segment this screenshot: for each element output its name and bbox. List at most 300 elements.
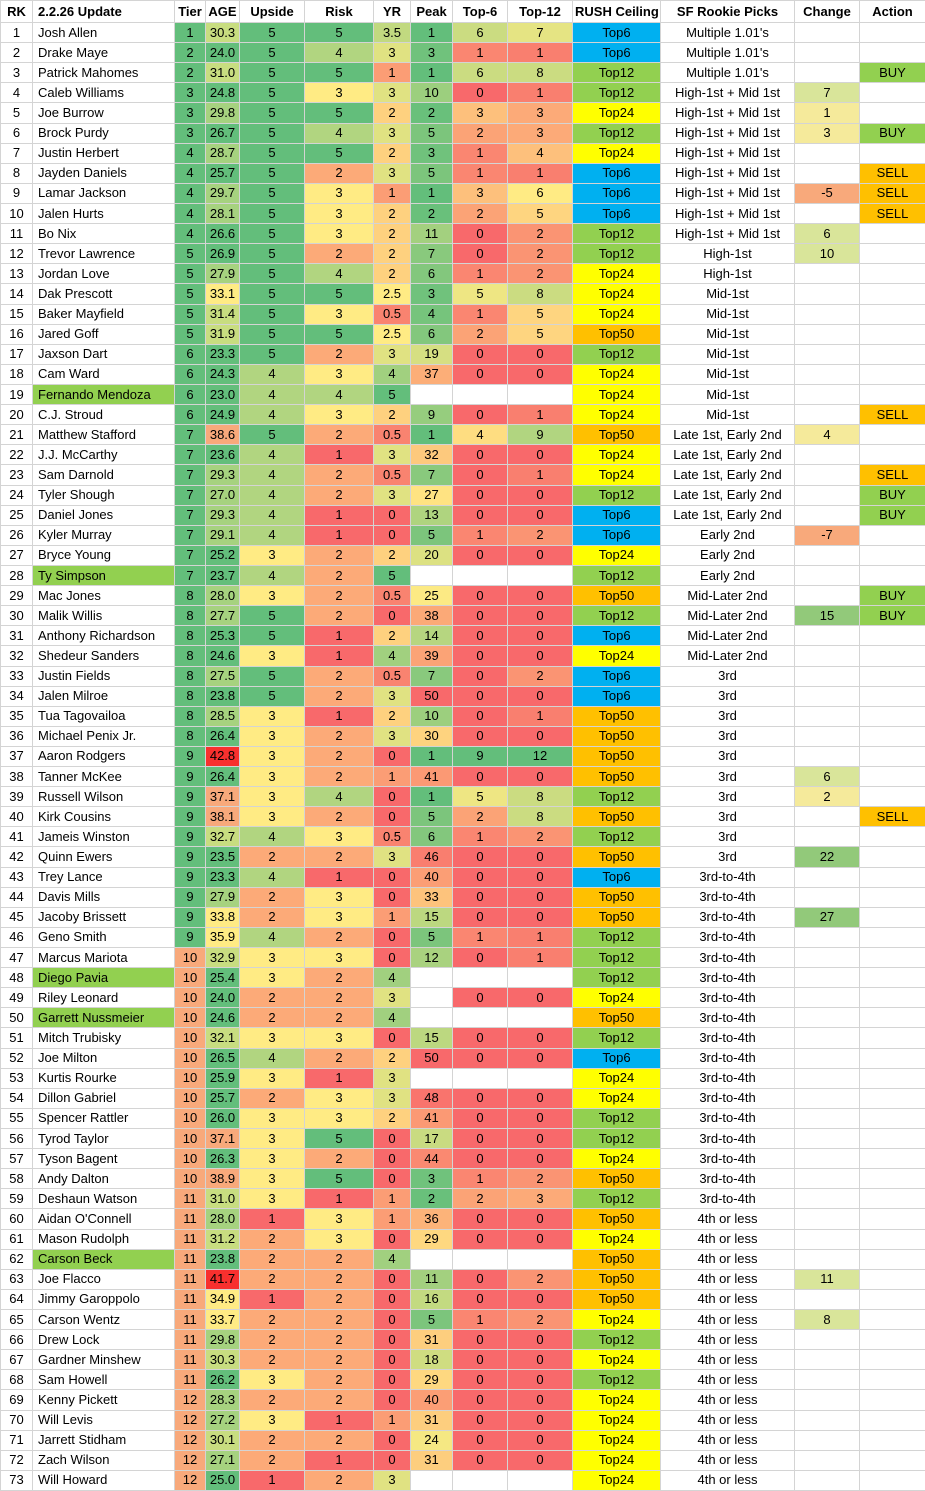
cell-top6[interactable]: 0	[453, 445, 508, 465]
cell-age[interactable]: 26.4	[206, 767, 240, 787]
cell-sf-rookie-picks[interactable]: 3rd	[661, 706, 795, 726]
cell-risk[interactable]: 2	[305, 163, 374, 183]
cell-yr[interactable]: 0	[374, 746, 411, 766]
cell-player-name[interactable]: J.J. McCarthy	[33, 445, 175, 465]
cell-risk[interactable]: 1	[305, 1450, 374, 1470]
cell-risk[interactable]: 3	[305, 887, 374, 907]
cell-action[interactable]	[860, 1330, 925, 1350]
cell-risk[interactable]: 2	[305, 1370, 374, 1390]
cell-rush-ceiling[interactable]: Top6	[573, 1048, 661, 1068]
cell-top6[interactable]: 0	[453, 767, 508, 787]
cell-change[interactable]	[795, 1370, 860, 1390]
cell-player-name[interactable]: Will Levis	[33, 1410, 175, 1430]
cell-top6[interactable]: 0	[453, 485, 508, 505]
cell-top12[interactable]: 0	[508, 1289, 573, 1309]
cell-top12[interactable]: 6	[508, 183, 573, 203]
cell-tier[interactable]: 5	[175, 304, 206, 324]
cell-upside[interactable]: 2	[240, 1249, 305, 1269]
cell-age[interactable]: 29.8	[206, 1330, 240, 1350]
cell-top12[interactable]: 8	[508, 63, 573, 83]
cell-rk[interactable]: 1	[1, 23, 33, 43]
cell-top12[interactable]: 2	[508, 244, 573, 264]
cell-player-name[interactable]: Kenny Pickett	[33, 1390, 175, 1410]
cell-yr[interactable]: 2	[374, 244, 411, 264]
cell-player-name[interactable]: Mason Rudolph	[33, 1229, 175, 1249]
cell-yr[interactable]: 4	[374, 646, 411, 666]
cell-yr[interactable]: 0	[374, 1229, 411, 1249]
cell-action[interactable]	[860, 927, 925, 947]
cell-yr[interactable]: 2.5	[374, 324, 411, 344]
cell-risk[interactable]: 2	[305, 606, 374, 626]
cell-yr[interactable]: 1	[374, 1209, 411, 1229]
cell-change[interactable]: 10	[795, 244, 860, 264]
cell-change[interactable]	[795, 405, 860, 425]
cell-age[interactable]: 24.0	[206, 43, 240, 63]
cell-change[interactable]	[795, 1209, 860, 1229]
cell-tier[interactable]: 10	[175, 948, 206, 968]
cell-top6[interactable]: 1	[453, 1310, 508, 1330]
cell-sf-rookie-picks[interactable]: 3rd-to-4th	[661, 1028, 795, 1048]
cell-top12[interactable]: 0	[508, 1129, 573, 1149]
cell-risk[interactable]: 1	[305, 445, 374, 465]
cell-upside[interactable]: 5	[240, 143, 305, 163]
cell-top12[interactable]: 1	[508, 465, 573, 485]
cell-action[interactable]	[860, 384, 925, 404]
cell-top6[interactable]: 0	[453, 646, 508, 666]
cell-top12[interactable]: 2	[508, 1310, 573, 1330]
cell-top6[interactable]: 0	[453, 726, 508, 746]
cell-action[interactable]: SELL	[860, 405, 925, 425]
cell-risk[interactable]: 2	[305, 1149, 374, 1169]
cell-rk[interactable]: 15	[1, 304, 33, 324]
cell-rk[interactable]: 45	[1, 907, 33, 927]
cell-change[interactable]: 15	[795, 606, 860, 626]
cell-rush-ceiling[interactable]: Top12	[573, 123, 661, 143]
cell-top6[interactable]: 0	[453, 1330, 508, 1350]
cell-action[interactable]	[860, 1370, 925, 1390]
cell-risk[interactable]: 2	[305, 767, 374, 787]
cell-rk[interactable]: 29	[1, 586, 33, 606]
cell-risk[interactable]: 4	[305, 787, 374, 807]
cell-action[interactable]: BUY	[860, 505, 925, 525]
cell-top12[interactable]: 0	[508, 606, 573, 626]
cell-rush-ceiling[interactable]: Top12	[573, 1129, 661, 1149]
cell-age[interactable]: 28.0	[206, 586, 240, 606]
cell-tier[interactable]: 10	[175, 1088, 206, 1108]
cell-sf-rookie-picks[interactable]: 4th or less	[661, 1249, 795, 1269]
cell-upside[interactable]: 5	[240, 224, 305, 244]
cell-player-name[interactable]: Trevor Lawrence	[33, 244, 175, 264]
cell-rk[interactable]: 20	[1, 405, 33, 425]
cell-risk[interactable]: 3	[305, 1209, 374, 1229]
cell-rk[interactable]: 34	[1, 686, 33, 706]
cell-change[interactable]	[795, 867, 860, 887]
cell-age[interactable]: 23.3	[206, 867, 240, 887]
cell-risk[interactable]: 4	[305, 123, 374, 143]
cell-peak[interactable]: 14	[411, 626, 453, 646]
cell-player-name[interactable]: Malik Willis	[33, 606, 175, 626]
cell-upside[interactable]: 5	[240, 344, 305, 364]
cell-tier[interactable]: 3	[175, 103, 206, 123]
cell-rk[interactable]: 26	[1, 525, 33, 545]
cell-peak[interactable]: 20	[411, 545, 453, 565]
cell-action[interactable]	[860, 1068, 925, 1088]
cell-age[interactable]: 34.9	[206, 1289, 240, 1309]
cell-change[interactable]	[795, 43, 860, 63]
cell-top6[interactable]: 0	[453, 465, 508, 485]
cell-rush-ceiling[interactable]: Top6	[573, 686, 661, 706]
cell-top12[interactable]: 0	[508, 1209, 573, 1229]
cell-risk[interactable]: 3	[305, 203, 374, 223]
cell-yr[interactable]: 3	[374, 123, 411, 143]
cell-top12[interactable]: 0	[508, 1088, 573, 1108]
cell-yr[interactable]: 0	[374, 1370, 411, 1390]
cell-action[interactable]	[860, 284, 925, 304]
cell-top12[interactable]: 12	[508, 746, 573, 766]
cell-upside[interactable]: 3	[240, 787, 305, 807]
cell-yr[interactable]: 2	[374, 1108, 411, 1128]
cell-action[interactable]	[860, 1008, 925, 1028]
cell-top6[interactable]: 0	[453, 364, 508, 384]
cell-player-name[interactable]: Joe Milton	[33, 1048, 175, 1068]
cell-yr[interactable]: 0	[374, 525, 411, 545]
cell-top6[interactable]: 5	[453, 787, 508, 807]
cell-action[interactable]	[860, 344, 925, 364]
cell-top6[interactable]: 0	[453, 405, 508, 425]
cell-change[interactable]	[795, 1330, 860, 1350]
cell-tier[interactable]: 9	[175, 907, 206, 927]
cell-sf-rookie-picks[interactable]: 3rd-to-4th	[661, 1129, 795, 1149]
cell-yr[interactable]: 0	[374, 1350, 411, 1370]
cell-rush-ceiling[interactable]: Top6	[573, 867, 661, 887]
cell-yr[interactable]: 0	[374, 1149, 411, 1169]
cell-age[interactable]: 33.7	[206, 1310, 240, 1330]
cell-upside[interactable]: 5	[240, 123, 305, 143]
cell-top6[interactable]	[453, 1008, 508, 1028]
cell-upside[interactable]: 2	[240, 1350, 305, 1370]
cell-peak[interactable]: 40	[411, 1390, 453, 1410]
cell-peak[interactable]: 15	[411, 1028, 453, 1048]
cell-player-name[interactable]: Marcus Mariota	[33, 948, 175, 968]
cell-rush-ceiling[interactable]: Top24	[573, 264, 661, 284]
cell-age[interactable]: 24.6	[206, 646, 240, 666]
cell-yr[interactable]: 0	[374, 1330, 411, 1350]
cell-tier[interactable]: 12	[175, 1450, 206, 1470]
cell-rush-ceiling[interactable]: Top6	[573, 163, 661, 183]
cell-age[interactable]: 31.0	[206, 1189, 240, 1209]
cell-player-name[interactable]: Justin Fields	[33, 666, 175, 686]
cell-risk[interactable]: 2	[305, 485, 374, 505]
cell-top6[interactable]: 0	[453, 1088, 508, 1108]
cell-upside[interactable]: 5	[240, 163, 305, 183]
cell-tier[interactable]: 10	[175, 1169, 206, 1189]
cell-yr[interactable]: 2	[374, 545, 411, 565]
cell-upside[interactable]: 3	[240, 948, 305, 968]
cell-upside[interactable]: 2	[240, 1430, 305, 1450]
cell-top12[interactable]	[508, 1008, 573, 1028]
cell-upside[interactable]: 5	[240, 103, 305, 123]
cell-peak[interactable]: 1	[411, 425, 453, 445]
cell-peak[interactable]: 7	[411, 244, 453, 264]
cell-tier[interactable]: 10	[175, 1028, 206, 1048]
cell-player-name[interactable]: Kurtis Rourke	[33, 1068, 175, 1088]
cell-action[interactable]	[860, 988, 925, 1008]
cell-action[interactable]	[860, 425, 925, 445]
cell-top6[interactable]: 0	[453, 1450, 508, 1470]
cell-tier[interactable]: 7	[175, 465, 206, 485]
cell-top6[interactable]: 0	[453, 1108, 508, 1128]
cell-top6[interactable]: 1	[453, 143, 508, 163]
cell-risk[interactable]: 3	[305, 224, 374, 244]
header-peak[interactable]: Peak	[411, 1, 453, 23]
cell-rush-ceiling[interactable]: Top50	[573, 847, 661, 867]
cell-yr[interactable]: 2	[374, 405, 411, 425]
cell-top12[interactable]: 7	[508, 23, 573, 43]
cell-top12[interactable]: 0	[508, 726, 573, 746]
cell-upside[interactable]: 3	[240, 726, 305, 746]
cell-top6[interactable]	[453, 1249, 508, 1269]
cell-player-name[interactable]: Josh Allen	[33, 23, 175, 43]
header-rk[interactable]: RK	[1, 1, 33, 23]
cell-top6[interactable]: 0	[453, 224, 508, 244]
cell-age[interactable]: 32.1	[206, 1028, 240, 1048]
cell-change[interactable]	[795, 1450, 860, 1470]
cell-peak[interactable]	[411, 1068, 453, 1088]
cell-rush-ceiling[interactable]: Top24	[573, 1088, 661, 1108]
cell-rush-ceiling[interactable]: Top12	[573, 1108, 661, 1128]
cell-sf-rookie-picks[interactable]: 3rd-to-4th	[661, 1169, 795, 1189]
cell-upside[interactable]: 1	[240, 1289, 305, 1309]
cell-peak[interactable]: 6	[411, 264, 453, 284]
cell-yr[interactable]: 0	[374, 1430, 411, 1450]
cell-action[interactable]	[860, 1149, 925, 1169]
cell-tier[interactable]: 10	[175, 1048, 206, 1068]
cell-sf-rookie-picks[interactable]: 3rd-to-4th	[661, 948, 795, 968]
cell-action[interactable]	[860, 1289, 925, 1309]
cell-upside[interactable]: 3	[240, 706, 305, 726]
cell-risk[interactable]: 2	[305, 1350, 374, 1370]
cell-top6[interactable]: 1	[453, 43, 508, 63]
cell-player-name[interactable]: C.J. Stroud	[33, 405, 175, 425]
cell-risk[interactable]: 3	[305, 1108, 374, 1128]
cell-top6[interactable]: 6	[453, 63, 508, 83]
cell-player-name[interactable]: Will Howard	[33, 1470, 175, 1490]
cell-top6[interactable]	[453, 968, 508, 988]
cell-rk[interactable]: 48	[1, 968, 33, 988]
cell-peak[interactable]: 17	[411, 1129, 453, 1149]
cell-upside[interactable]: 3	[240, 767, 305, 787]
cell-rush-ceiling[interactable]: Top50	[573, 1249, 661, 1269]
cell-player-name[interactable]: Joe Flacco	[33, 1269, 175, 1289]
cell-player-name[interactable]: Kyler Murray	[33, 525, 175, 545]
cell-action[interactable]	[860, 1229, 925, 1249]
cell-top12[interactable]	[508, 565, 573, 585]
cell-rush-ceiling[interactable]: Top6	[573, 626, 661, 646]
cell-tier[interactable]: 9	[175, 746, 206, 766]
cell-top12[interactable]: 0	[508, 646, 573, 666]
cell-top6[interactable]: 0	[453, 1410, 508, 1430]
cell-upside[interactable]: 3	[240, 1108, 305, 1128]
cell-rush-ceiling[interactable]: Top50	[573, 706, 661, 726]
cell-age[interactable]: 37.1	[206, 787, 240, 807]
cell-top12[interactable]: 0	[508, 445, 573, 465]
cell-action[interactable]	[860, 525, 925, 545]
cell-sf-rookie-picks[interactable]: 4th or less	[661, 1269, 795, 1289]
header-yr[interactable]: YR	[374, 1, 411, 23]
cell-change[interactable]	[795, 203, 860, 223]
cell-rush-ceiling[interactable]: Top24	[573, 1390, 661, 1410]
cell-player-name[interactable]: Zach Wilson	[33, 1450, 175, 1470]
cell-rk[interactable]: 33	[1, 666, 33, 686]
cell-player-name[interactable]: Anthony Richardson	[33, 626, 175, 646]
cell-action[interactable]	[860, 787, 925, 807]
cell-peak[interactable]: 10	[411, 83, 453, 103]
cell-sf-rookie-picks[interactable]: 3rd	[661, 827, 795, 847]
cell-top6[interactable]: 0	[453, 606, 508, 626]
cell-top6[interactable]: 0	[453, 1048, 508, 1068]
cell-risk[interactable]: 1	[305, 505, 374, 525]
cell-sf-rookie-picks[interactable]: High-1st + Mid 1st	[661, 123, 795, 143]
cell-player-name[interactable]: Jarrett Stidham	[33, 1430, 175, 1450]
cell-yr[interactable]: 0	[374, 887, 411, 907]
cell-age[interactable]: 27.2	[206, 1410, 240, 1430]
cell-action[interactable]	[860, 626, 925, 646]
cell-change[interactable]	[795, 565, 860, 585]
cell-change[interactable]	[795, 163, 860, 183]
cell-risk[interactable]: 2	[305, 847, 374, 867]
cell-rush-ceiling[interactable]: Top24	[573, 1149, 661, 1169]
cell-rk[interactable]: 60	[1, 1209, 33, 1229]
cell-peak[interactable]: 10	[411, 706, 453, 726]
cell-rush-ceiling[interactable]: Top6	[573, 666, 661, 686]
cell-sf-rookie-picks[interactable]: High-1st + Mid 1st	[661, 203, 795, 223]
cell-top6[interactable]: 3	[453, 183, 508, 203]
cell-rush-ceiling[interactable]: Top6	[573, 183, 661, 203]
cell-sf-rookie-picks[interactable]: High-1st + Mid 1st	[661, 143, 795, 163]
cell-age[interactable]: 24.8	[206, 83, 240, 103]
cell-age[interactable]: 31.4	[206, 304, 240, 324]
cell-rk[interactable]: 42	[1, 847, 33, 867]
cell-player-name[interactable]: Justin Herbert	[33, 143, 175, 163]
cell-rk[interactable]: 8	[1, 163, 33, 183]
cell-action[interactable]	[860, 1209, 925, 1229]
cell-sf-rookie-picks[interactable]: 3rd-to-4th	[661, 1008, 795, 1028]
cell-top12[interactable]: 0	[508, 686, 573, 706]
cell-yr[interactable]: 0	[374, 948, 411, 968]
cell-top6[interactable]: 0	[453, 1430, 508, 1450]
cell-change[interactable]	[795, 485, 860, 505]
cell-player-name[interactable]: Dillon Gabriel	[33, 1088, 175, 1108]
cell-rush-ceiling[interactable]: Top50	[573, 324, 661, 344]
cell-tier[interactable]: 10	[175, 1008, 206, 1028]
cell-yr[interactable]: 1	[374, 907, 411, 927]
cell-tier[interactable]: 11	[175, 1350, 206, 1370]
cell-change[interactable]	[795, 505, 860, 525]
cell-top6[interactable]: 1	[453, 163, 508, 183]
cell-tier[interactable]: 4	[175, 163, 206, 183]
cell-rk[interactable]: 67	[1, 1350, 33, 1370]
cell-sf-rookie-picks[interactable]: Multiple 1.01's	[661, 63, 795, 83]
cell-tier[interactable]: 5	[175, 264, 206, 284]
cell-tier[interactable]: 8	[175, 606, 206, 626]
cell-age[interactable]: 25.0	[206, 1470, 240, 1490]
cell-top6[interactable]: 0	[453, 907, 508, 927]
cell-rush-ceiling[interactable]: Top24	[573, 1310, 661, 1330]
cell-age[interactable]: 33.8	[206, 907, 240, 927]
cell-upside[interactable]: 3	[240, 1149, 305, 1169]
cell-tier[interactable]: 2	[175, 43, 206, 63]
cell-change[interactable]	[795, 264, 860, 284]
cell-peak[interactable]: 44	[411, 1149, 453, 1169]
cell-sf-rookie-picks[interactable]: Late 1st, Early 2nd	[661, 505, 795, 525]
cell-sf-rookie-picks[interactable]: 3rd	[661, 807, 795, 827]
cell-top12[interactable]: 0	[508, 1350, 573, 1370]
cell-player-name[interactable]: Fernando Mendoza	[33, 384, 175, 404]
cell-sf-rookie-picks[interactable]: 3rd-to-4th	[661, 1088, 795, 1108]
cell-change[interactable]	[795, 807, 860, 827]
cell-sf-rookie-picks[interactable]: 4th or less	[661, 1310, 795, 1330]
cell-change[interactable]	[795, 887, 860, 907]
cell-peak[interactable]	[411, 1008, 453, 1028]
cell-rush-ceiling[interactable]: Top12	[573, 827, 661, 847]
cell-rk[interactable]: 31	[1, 626, 33, 646]
cell-rush-ceiling[interactable]: Top6	[573, 43, 661, 63]
cell-tier[interactable]: 3	[175, 123, 206, 143]
cell-top12[interactable]: 0	[508, 887, 573, 907]
cell-action[interactable]: BUY	[860, 485, 925, 505]
cell-peak[interactable]: 1	[411, 23, 453, 43]
cell-action[interactable]	[860, 767, 925, 787]
cell-age[interactable]: 31.9	[206, 324, 240, 344]
cell-age[interactable]: 32.9	[206, 948, 240, 968]
cell-yr[interactable]: 5	[374, 384, 411, 404]
cell-action[interactable]	[860, 887, 925, 907]
cell-upside[interactable]: 5	[240, 83, 305, 103]
cell-rk[interactable]: 53	[1, 1068, 33, 1088]
cell-risk[interactable]: 3	[305, 183, 374, 203]
cell-upside[interactable]: 2	[240, 1229, 305, 1249]
cell-yr[interactable]: 0.5	[374, 827, 411, 847]
cell-rk[interactable]: 13	[1, 264, 33, 284]
cell-sf-rookie-picks[interactable]: 3rd	[661, 686, 795, 706]
cell-upside[interactable]: 2	[240, 1450, 305, 1470]
cell-risk[interactable]: 4	[305, 43, 374, 63]
cell-yr[interactable]: 4	[374, 364, 411, 384]
cell-sf-rookie-picks[interactable]: Mid-1st	[661, 384, 795, 404]
cell-tier[interactable]: 4	[175, 224, 206, 244]
cell-sf-rookie-picks[interactable]: Early 2nd	[661, 525, 795, 545]
cell-change[interactable]: 6	[795, 767, 860, 787]
cell-rush-ceiling[interactable]: Top12	[573, 485, 661, 505]
cell-tier[interactable]: 11	[175, 1289, 206, 1309]
cell-rk[interactable]: 2	[1, 43, 33, 63]
cell-age[interactable]: 24.9	[206, 405, 240, 425]
cell-change[interactable]	[795, 324, 860, 344]
cell-change[interactable]	[795, 23, 860, 43]
cell-rk[interactable]: 73	[1, 1470, 33, 1490]
cell-sf-rookie-picks[interactable]: 3rd	[661, 847, 795, 867]
cell-rk[interactable]: 18	[1, 364, 33, 384]
cell-peak[interactable]: 31	[411, 1410, 453, 1430]
cell-upside[interactable]: 3	[240, 1189, 305, 1209]
cell-rush-ceiling[interactable]: Top50	[573, 1269, 661, 1289]
cell-top12[interactable]: 2	[508, 666, 573, 686]
cell-peak[interactable]: 31	[411, 1330, 453, 1350]
cell-action[interactable]	[860, 847, 925, 867]
cell-age[interactable]: 28.7	[206, 143, 240, 163]
cell-top6[interactable]: 5	[453, 284, 508, 304]
cell-peak[interactable]: 15	[411, 907, 453, 927]
